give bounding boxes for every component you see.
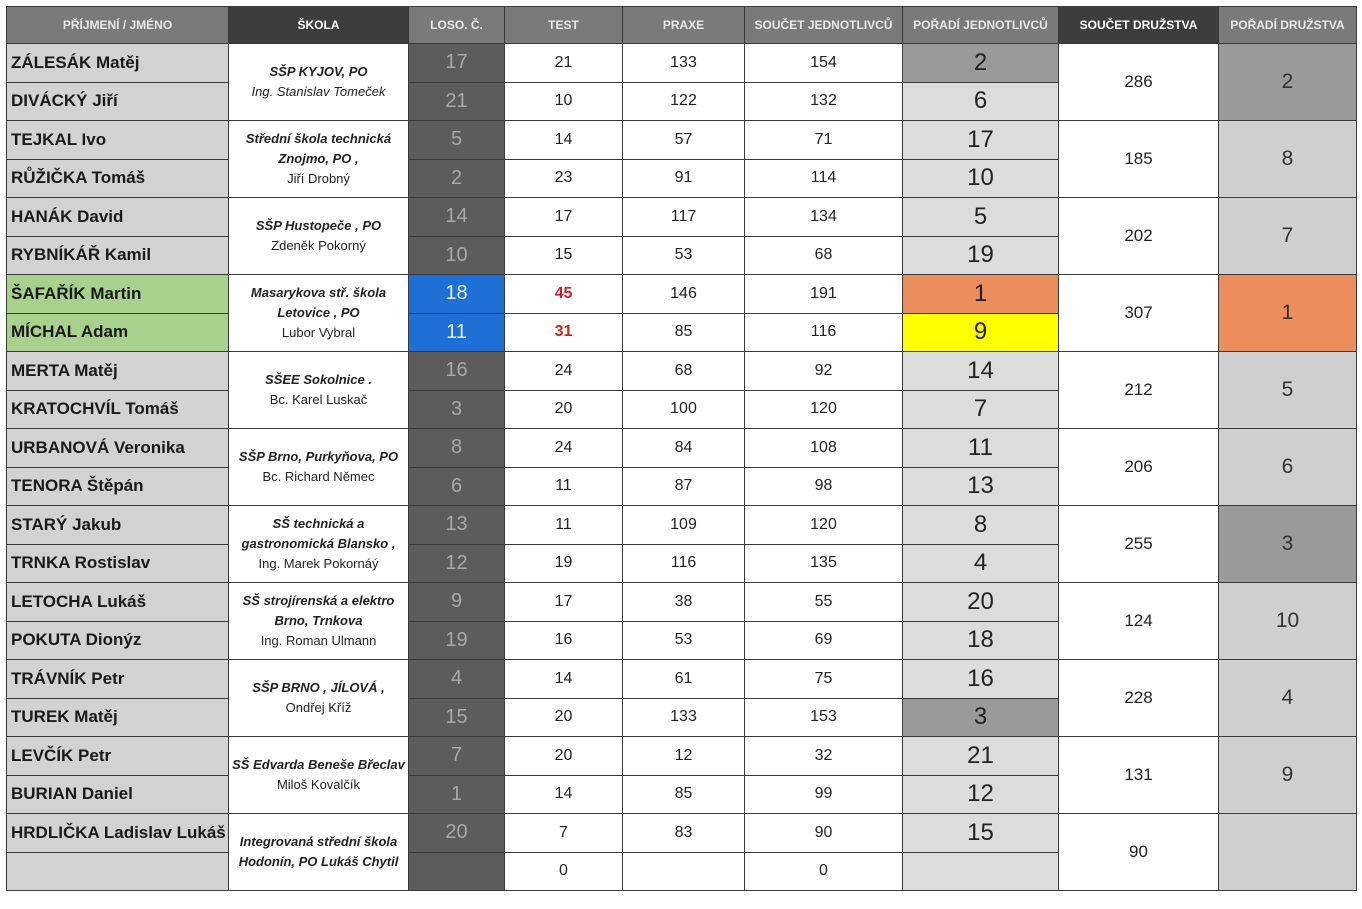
school-line: SŠP Hustopeče , PO — [255, 218, 382, 233]
team-sum: 202 — [1059, 198, 1219, 275]
school-line: Střední škola technická — [245, 131, 392, 146]
school-line: SŠ strojírenská a elektro — [242, 593, 395, 608]
draw-number: 1 — [409, 775, 505, 814]
school-line: Lubor Vybral — [281, 325, 356, 340]
test-score: 16 — [505, 621, 623, 660]
team-rank: 1 — [1219, 275, 1357, 352]
competitor-name: RŮŽIČKA Tomáš — [7, 159, 229, 198]
team-sum: 228 — [1059, 660, 1219, 737]
school-line: Integrovaná střední škola — [239, 834, 398, 849]
individual-sum: 69 — [745, 621, 903, 660]
draw-number: 12 — [409, 544, 505, 583]
team-sum: 90 — [1059, 814, 1219, 891]
individual-sum: 71 — [745, 121, 903, 160]
competitor-name: TRNKA Rostislav — [7, 544, 229, 583]
team-sum: 206 — [1059, 429, 1219, 506]
team-rank: 10 — [1219, 583, 1357, 660]
individual-rank: 6 — [903, 82, 1059, 121]
test-score: 20 — [505, 698, 623, 737]
individual-sum: 90 — [745, 814, 903, 853]
table-row — [7, 429, 1357, 468]
competitor-name: STARÝ Jakub — [7, 506, 229, 545]
school-cell — [229, 737, 409, 814]
table-row — [7, 121, 1357, 160]
practice-score: 116 — [623, 544, 745, 583]
draw-number: 8 — [409, 429, 505, 468]
practice-score: 38 — [623, 583, 745, 622]
header-practice: PRAXE — [623, 7, 745, 44]
individual-rank: 20 — [903, 583, 1059, 622]
competitor-name: KRATOCHVÍL Tomáš — [7, 390, 229, 429]
competitor-name: HANÁK David — [7, 198, 229, 237]
school-line: Brno, Trnkova — [274, 613, 363, 628]
team-sum: 131 — [1059, 737, 1219, 814]
draw-number: 16 — [409, 352, 505, 391]
school-line: Ondřej Kříž — [285, 700, 352, 715]
test-score: 21 — [505, 44, 623, 83]
team-sum: 212 — [1059, 352, 1219, 429]
individual-rank: 12 — [903, 775, 1059, 814]
test-score: 11 — [505, 506, 623, 545]
test-score: 7 — [505, 814, 623, 853]
practice-score: 85 — [623, 313, 745, 352]
competitor-name: MERTA Matěj — [7, 352, 229, 391]
test-score: 31 — [505, 313, 623, 352]
table-row — [7, 44, 1357, 83]
school-line: Miloš Kovalčík — [276, 777, 361, 792]
practice-score: 109 — [623, 506, 745, 545]
draw-number: 10 — [409, 236, 505, 275]
school-cell — [229, 198, 409, 275]
table-row — [7, 660, 1357, 699]
competitor-name: HRDLIČKA Ladislav Lukáš — [7, 814, 229, 853]
individual-rank: 19 — [903, 236, 1059, 275]
team-rank: 4 — [1219, 660, 1357, 737]
individual-sum: 132 — [745, 82, 903, 121]
draw-number: 18 — [409, 275, 505, 314]
school-line: Jiří Drobný — [287, 171, 350, 186]
test-score: 17 — [505, 198, 623, 237]
individual-rank: 13 — [903, 467, 1059, 506]
individual-rank: 16 — [903, 660, 1059, 699]
individual-sum: 135 — [745, 544, 903, 583]
individual-rank: 2 — [903, 44, 1059, 83]
test-score: 10 — [505, 82, 623, 121]
header-test: TEST — [505, 7, 623, 44]
draw-number: 9 — [409, 583, 505, 622]
school-line: SŠP KYJOV, PO — [269, 64, 368, 79]
table-row — [7, 737, 1357, 776]
results-body — [7, 44, 1357, 891]
individual-rank: 7 — [903, 390, 1059, 429]
school-line: Bc. Karel Luskač — [269, 392, 368, 407]
individual-rank: 8 — [903, 506, 1059, 545]
team-sum: 124 — [1059, 583, 1219, 660]
school-line: SŠP BRNO , JÍLOVÁ , — [252, 680, 385, 695]
school-cell — [229, 814, 409, 891]
school-cell — [229, 583, 409, 660]
team-sum: 185 — [1059, 121, 1219, 198]
header-school: ŠKOLA — [229, 7, 409, 44]
school-cell — [229, 352, 409, 429]
individual-rank: 18 — [903, 621, 1059, 660]
competitor-name: TRÁVNÍK Petr — [7, 660, 229, 699]
individual-rank: 14 — [903, 352, 1059, 391]
header-name: PŘÍJMENÍ / JMÉNO — [7, 7, 229, 44]
draw-number: 14 — [409, 198, 505, 237]
individual-sum: 191 — [745, 275, 903, 314]
practice-score: 12 — [623, 737, 745, 776]
school-cell — [229, 275, 409, 352]
individual-sum: 99 — [745, 775, 903, 814]
draw-number: 13 — [409, 506, 505, 545]
table-row — [7, 352, 1357, 391]
competitor-name: DIVÁCKÝ Jiří — [7, 82, 229, 121]
team-rank: 3 — [1219, 506, 1357, 583]
draw-number: 3 — [409, 390, 505, 429]
individual-sum: 120 — [745, 390, 903, 429]
practice-score: 91 — [623, 159, 745, 198]
team-rank: 5 — [1219, 352, 1357, 429]
individual-sum: 55 — [745, 583, 903, 622]
test-score: 14 — [505, 775, 623, 814]
individual-sum: 32 — [745, 737, 903, 776]
individual-rank: 11 — [903, 429, 1059, 468]
team-rank: 6 — [1219, 429, 1357, 506]
practice-score: 85 — [623, 775, 745, 814]
individual-sum: 116 — [745, 313, 903, 352]
draw-number: 5 — [409, 121, 505, 160]
individual-rank — [903, 852, 1059, 891]
team-rank: 9 — [1219, 737, 1357, 814]
competitor-name: URBANOVÁ Veronika — [7, 429, 229, 468]
school-line: Letovice , PO — [277, 305, 360, 320]
practice-score: 68 — [623, 352, 745, 391]
table-row — [7, 506, 1357, 545]
header-individual-rank: POŘADÍ JEDNOTLIVCŮ — [903, 7, 1059, 44]
individual-sum: 0 — [745, 852, 903, 891]
table-row — [7, 814, 1357, 853]
header-draw: LOSO. Č. — [409, 7, 505, 44]
school-line: gastronomická Blansko , — [241, 536, 396, 551]
test-score: 17 — [505, 583, 623, 622]
practice-score: 83 — [623, 814, 745, 853]
individual-rank: 1 — [903, 275, 1059, 314]
school-cell — [229, 506, 409, 583]
draw-number: 11 — [409, 313, 505, 352]
school-line: Znojmo, PO , — [278, 151, 359, 166]
individual-sum: 120 — [745, 506, 903, 545]
school-line: SŠ technická a — [272, 516, 365, 531]
test-score: 24 — [505, 352, 623, 391]
school-line: SŠP Brno, Purkyňova, PO — [238, 449, 399, 464]
practice-score: 84 — [623, 429, 745, 468]
team-sum: 307 — [1059, 275, 1219, 352]
individual-rank: 21 — [903, 737, 1059, 776]
draw-number: 21 — [409, 82, 505, 121]
table-row — [7, 198, 1357, 237]
competitor-name: ŠAFAŘÍK Martin — [7, 275, 229, 314]
competitor-name: LETOCHA Lukáš — [7, 583, 229, 622]
practice-score — [623, 852, 745, 891]
practice-score: 53 — [623, 236, 745, 275]
results-table — [6, 6, 1357, 891]
draw-number: 4 — [409, 660, 505, 699]
test-score: 11 — [505, 467, 623, 506]
school-cell — [229, 121, 409, 198]
school-line: Ing. Marek Pokornáý — [258, 556, 379, 571]
school-cell — [229, 44, 409, 121]
individual-rank: 9 — [903, 313, 1059, 352]
individual-sum: 114 — [745, 159, 903, 198]
school-line: Zdeněk Pokorný — [271, 238, 366, 253]
individual-rank: 5 — [903, 198, 1059, 237]
individual-sum: 75 — [745, 660, 903, 699]
school-line: Bc. Richard Němec — [262, 469, 375, 484]
test-score: 24 — [505, 429, 623, 468]
header-team-sum: SOUČET DRUŽSTVA — [1059, 7, 1219, 44]
header-team-rank: POŘADÍ DRUŽSTVA — [1219, 7, 1357, 44]
competitor-name — [7, 852, 229, 891]
draw-number: 19 — [409, 621, 505, 660]
individual-sum: 98 — [745, 467, 903, 506]
draw-number — [409, 852, 505, 891]
header-individual-sum: SOUČET JEDNOTLIVCŮ — [745, 7, 903, 44]
test-score: 45 — [505, 275, 623, 314]
practice-score: 87 — [623, 467, 745, 506]
school-cell — [229, 660, 409, 737]
team-rank: 2 — [1219, 44, 1357, 121]
draw-number: 15 — [409, 698, 505, 737]
individual-sum: 153 — [745, 698, 903, 737]
header-row — [7, 7, 1357, 44]
practice-score: 133 — [623, 698, 745, 737]
test-score: 14 — [505, 660, 623, 699]
test-score: 15 — [505, 236, 623, 275]
school-line: Hodonín, PO Lukáš Chytil — [238, 854, 399, 869]
team-sum: 255 — [1059, 506, 1219, 583]
test-score: 0 — [505, 852, 623, 891]
test-score: 23 — [505, 159, 623, 198]
competitor-name: TUREK Matěj — [7, 698, 229, 737]
practice-score: 53 — [623, 621, 745, 660]
competitor-name: POKUTA Dionýz — [7, 621, 229, 660]
practice-score: 146 — [623, 275, 745, 314]
table-row — [7, 275, 1357, 314]
individual-sum: 92 — [745, 352, 903, 391]
draw-number: 6 — [409, 467, 505, 506]
test-score: 14 — [505, 121, 623, 160]
team-sum: 286 — [1059, 44, 1219, 121]
draw-number: 20 — [409, 814, 505, 853]
practice-score: 117 — [623, 198, 745, 237]
school-line: SŠ Edvarda Beneše Břeclav — [232, 757, 405, 772]
individual-rank: 3 — [903, 698, 1059, 737]
school-line: SŠEE Sokolnice . — [265, 372, 372, 387]
individual-sum: 108 — [745, 429, 903, 468]
competitor-name: LEVČÍK Petr — [7, 737, 229, 776]
school-line: Ing. Stanislav Tomeček — [251, 84, 386, 99]
competitor-name: TENORA Štěpán — [7, 467, 229, 506]
school-line: Masarykova stř. škola — [250, 285, 387, 300]
draw-number: 7 — [409, 737, 505, 776]
practice-score: 133 — [623, 44, 745, 83]
draw-number: 2 — [409, 159, 505, 198]
practice-score: 100 — [623, 390, 745, 429]
individual-rank: 17 — [903, 121, 1059, 160]
individual-sum: 134 — [745, 198, 903, 237]
individual-sum: 68 — [745, 236, 903, 275]
draw-number: 17 — [409, 44, 505, 83]
team-rank: 7 — [1219, 198, 1357, 275]
individual-rank: 10 — [903, 159, 1059, 198]
individual-rank: 15 — [903, 814, 1059, 853]
table-row — [7, 583, 1357, 622]
practice-score: 61 — [623, 660, 745, 699]
individual-rank: 4 — [903, 544, 1059, 583]
school-line: Ing. Roman Ulmann — [260, 633, 377, 648]
test-score: 20 — [505, 737, 623, 776]
competitor-name: BURIAN Daniel — [7, 775, 229, 814]
test-score: 19 — [505, 544, 623, 583]
competitor-name: RYBNÍKÁŘ Kamil — [7, 236, 229, 275]
team-rank: 8 — [1219, 121, 1357, 198]
test-score: 20 — [505, 390, 623, 429]
individual-sum: 154 — [745, 44, 903, 83]
practice-score: 57 — [623, 121, 745, 160]
competitor-name: TEJKAL Ivo — [7, 121, 229, 160]
team-rank — [1219, 814, 1357, 891]
practice-score: 122 — [623, 82, 745, 121]
competitor-name: MÍCHAL Adam — [7, 313, 229, 352]
school-cell — [229, 429, 409, 506]
competitor-name: ZÁLESÁK Matěj — [7, 44, 229, 83]
